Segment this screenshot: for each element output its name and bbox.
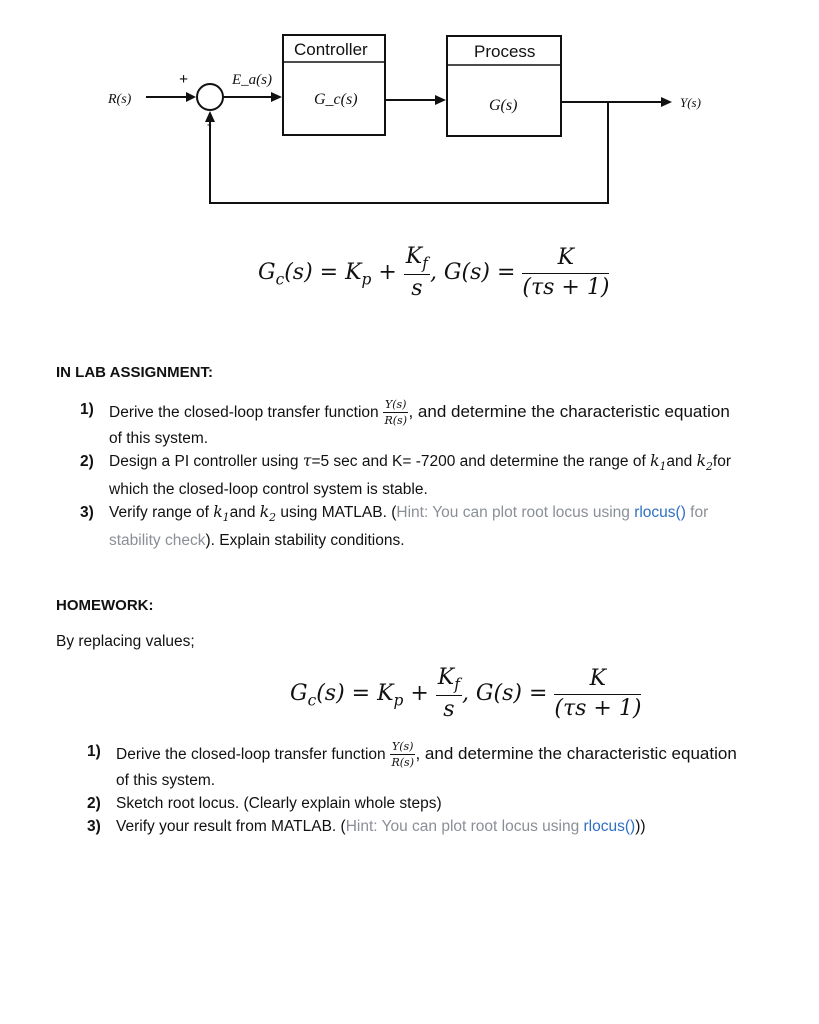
homework-item-2-number: 2): [87, 795, 101, 813]
input-label: R(s): [108, 92, 132, 107]
lab-item-3-number: 3): [80, 504, 94, 522]
lab-item-1: [56, 398, 796, 450]
formula-kf-num: K: [405, 244, 423, 269]
lab-item-2-mid: =5 sec and K= -7200 and determine the range of: [311, 453, 651, 471]
block-diagram: [0, 0, 819, 230]
hw-formula-k-den: (τs + 1): [554, 695, 642, 721]
formula-gc: G: [258, 260, 276, 286]
homework-item-3: [63, 815, 803, 838]
lab-item-3-rlocus-function: rlocus(): [634, 504, 686, 522]
formula-kp-sub: p: [361, 270, 372, 289]
lab-item-2-k1-sub: 1: [659, 460, 667, 474]
hw-formula-k-fraction: [554, 666, 641, 722]
plus-sign: +: [179, 71, 189, 88]
lab-item-3-k2-sub: 2: [269, 510, 277, 524]
hw-formula-k-num: K: [554, 666, 641, 694]
lab-item-3-text: Verify range of: [109, 504, 214, 522]
lab-item-2-line2: which the closed-loop control system is stable.: [109, 481, 428, 499]
homework-item-3-number: 3): [87, 818, 101, 836]
hw-formula-kp: (s) = K: [316, 681, 394, 707]
homework-item-1-number: 1): [87, 743, 101, 760]
homework-item-1-fraction: [390, 740, 416, 769]
lab-item-2-k2: k: [696, 452, 706, 471]
lab-item-2-post: for: [712, 453, 731, 471]
hw-formula-g-lhs: , G(s) =: [461, 681, 555, 707]
homework-item-2: [63, 792, 803, 815]
error-arrowhead: [271, 92, 282, 102]
homework-heading: HOMEWORK:: [56, 597, 154, 614]
minus-sign: -: [207, 117, 212, 132]
lab-item-3-post: ). Explain stability conditions.: [205, 531, 405, 549]
lab-item-2-text: Design a PI controller using: [109, 453, 303, 471]
homework-item-3-rlocus-function: rlocus(): [583, 818, 636, 836]
lab-list: [56, 398, 796, 552]
summing-junction: [197, 84, 223, 110]
homework-item-1-line2: of this system.: [116, 772, 216, 790]
lab-item-2-k2-sub: 2: [705, 460, 713, 474]
error-label: E_a(s): [232, 72, 272, 88]
homework-item-3-hint: Hint: You can plot root locus using: [345, 818, 584, 836]
hw-formula-kf-den: s: [443, 696, 455, 722]
hw-formula-kf-sub: f: [454, 675, 460, 694]
lab-item-1-text: Derive the closed-loop transfer function: [109, 403, 383, 421]
lab-heading: IN LAB ASSIGNMENT:: [56, 364, 213, 381]
lab-frac-den: R(s): [384, 414, 407, 428]
hw-frac-num: Y(s): [390, 740, 416, 755]
homework-item-1-post: , and determine the characteristic equation: [415, 743, 737, 763]
homework-item-3-post: )): [635, 818, 646, 836]
formula-gc-sub: c: [275, 270, 285, 289]
hw-formula-kf-fraction: [436, 665, 462, 723]
lab-item-1-number: 1): [80, 401, 94, 418]
hw-formula-gc: G: [290, 681, 308, 707]
lab-item-3: [56, 501, 796, 552]
formula-kp: (s) = K: [284, 260, 362, 286]
lab-item-3-hint-for: for: [685, 504, 709, 522]
formula-g-lhs: , G(s) =: [429, 260, 523, 286]
formula-k-den: (τs + 1): [522, 274, 610, 300]
formula-k-fraction: [522, 245, 609, 301]
control-arrowhead: [435, 95, 446, 105]
controller-title: Controller: [294, 40, 368, 59]
hw-formula-kp-sub: p: [393, 691, 404, 710]
homework-item-3-text: Verify your result from MATLAB. (: [116, 818, 346, 836]
homework-intro: By replacing values;: [56, 633, 195, 650]
lab-item-2-k1: k: [650, 452, 660, 471]
hw-frac-den: R(s): [391, 756, 414, 770]
lab-item-3-k2: k: [259, 503, 270, 522]
lab-item-1-post: , and determine the characteristic equation: [408, 401, 730, 421]
formula-kf-sub: f: [422, 254, 428, 273]
lab-item-2-tau: τ: [302, 452, 312, 471]
homework-list: [63, 740, 803, 838]
controller-tf: G_c(s): [314, 91, 358, 108]
process-title: Process: [474, 42, 536, 61]
lab-item-3-mid: using MATLAB. (: [276, 504, 397, 522]
input-arrowhead: [186, 92, 196, 102]
homework-item-2-text: Sketch root locus. (Clearly explain whole steps): [116, 795, 442, 813]
formula-k-num: K: [522, 245, 609, 273]
formula-kf-den: s: [411, 275, 423, 301]
formula-plus: +: [371, 260, 404, 286]
lab-frac-num: Y(s): [383, 398, 409, 413]
output-arrowhead: [661, 97, 672, 107]
homework-item-1: [63, 740, 803, 792]
transfer-function-formula: [258, 244, 609, 302]
lab-item-3-k1: k: [213, 503, 223, 522]
lab-item-3-and: and: [229, 504, 260, 522]
output-label: Y(s): [680, 95, 701, 110]
lab-item-2-and: and: [666, 453, 697, 471]
homework-formula: [290, 665, 641, 723]
lab-item-3-hint: Hint: You can plot root locus using: [396, 504, 635, 522]
lab-item-3-k1-sub: 1: [222, 510, 230, 524]
lab-item-2: [56, 450, 796, 501]
hw-formula-plus: +: [403, 681, 436, 707]
formula-kf-fraction: [404, 244, 430, 302]
process-tf: G(s): [489, 97, 518, 114]
lab-item-3-hint-stability: stability check: [109, 531, 206, 549]
hw-formula-kf-num: K: [437, 665, 455, 690]
homework-item-1-text: Derive the closed-loop transfer function: [116, 745, 390, 763]
lab-item-2-number: 2): [80, 453, 94, 471]
lab-item-1-line2: of this system.: [109, 430, 209, 448]
hw-formula-gc-sub: c: [307, 691, 317, 710]
lab-item-1-fraction: [383, 398, 409, 427]
